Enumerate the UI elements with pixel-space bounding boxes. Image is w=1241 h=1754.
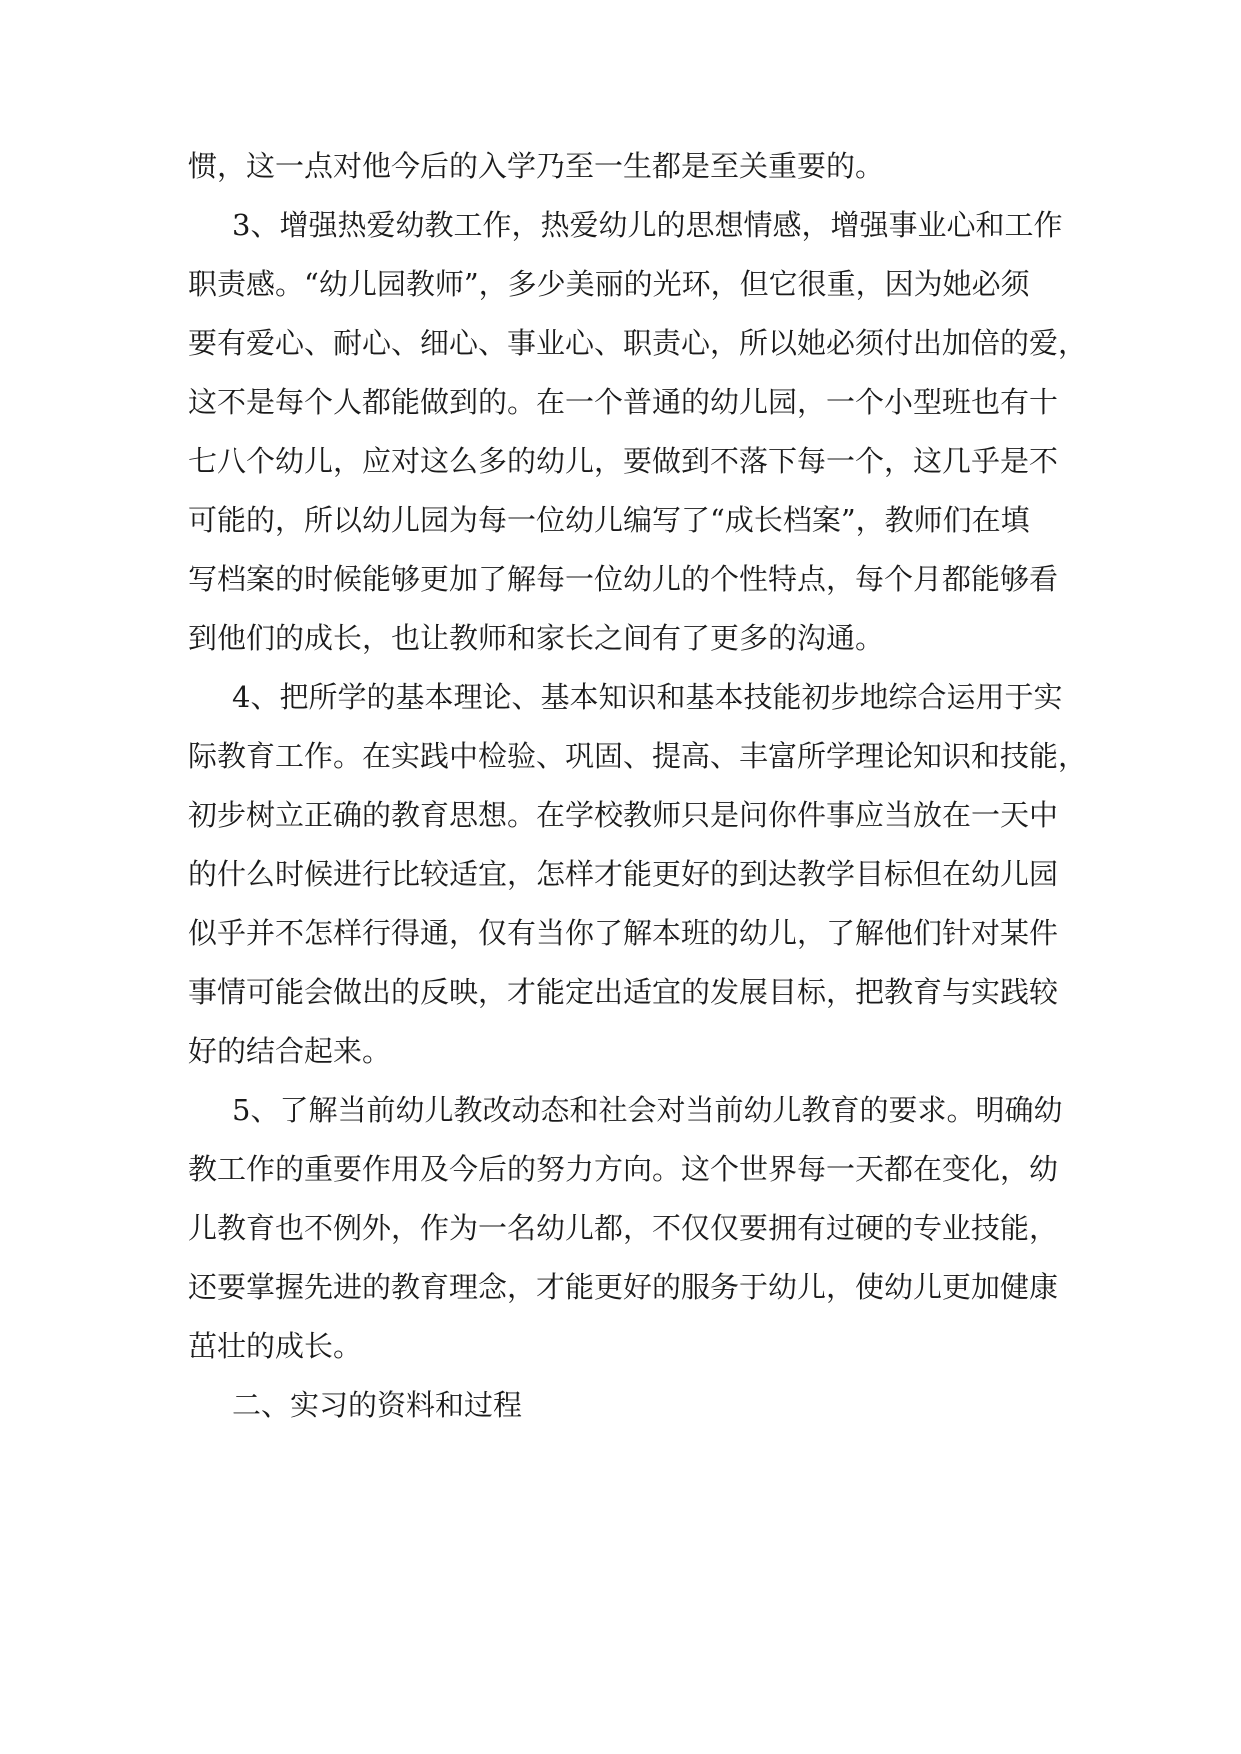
text-line: 教工作的重要作用及今后的努力方向。这个世界每一天都在变化，幼 — [188, 1152, 1059, 1186]
text-line: 还要掌握先进的教育理念，才能更好的服务于幼儿，使幼儿更加健康 — [188, 1270, 1059, 1304]
text-line: 儿教育也不例外，作为一名幼儿都，不仅仅要拥有过硬的专业技能， — [188, 1211, 1059, 1245]
text-line: 似乎并不怎样行得通，仅有当你了解本班的幼儿，了解他们针对某件 — [188, 916, 1059, 950]
paragraph-4-line: 4、把所学的基本理论、基本知识和基本技能初步地综合运用于实 — [232, 680, 1063, 714]
text-line: 际教育工作。在实践中检验、巩固、提高、丰富所学理论知识和技能， — [188, 739, 1088, 773]
text-line: 到他们的成长，也让教师和家长之间有了更多的沟通。 — [188, 621, 885, 655]
text-line: 七八个幼儿，应对这么多的幼儿，要做到不落下每一个，这几乎是不 — [188, 444, 1059, 478]
text-line: 要有爱心、耐心、细心、事业心、职责心，所以她必须付出加倍的爱， — [188, 326, 1088, 360]
paragraph-3-line: 3、增强热爱幼教工作，热爱幼儿的思想情感，增强事业心和工作 — [232, 208, 1063, 242]
text-line: 茁壮的成长。 — [188, 1329, 363, 1363]
text-line: 的什么时候进行比较适宜，怎样才能更好的到达教学目标但在幼儿园 — [188, 857, 1059, 891]
text-line: 初步树立正确的教育思想。在学校教师只是问你件事应当放在一天中 — [188, 798, 1059, 832]
text-line: 可能的，所以幼儿园为每一位幼儿编写了“成长档案”，教师们在填 — [188, 503, 1030, 537]
text-line: 惯，这一点对他今后的入学乃至一生都是至关重要的。 — [188, 149, 885, 183]
paragraph-5-line: 5、了解当前幼儿教改动态和社会对当前幼儿教育的要求。明确幼 — [232, 1093, 1063, 1127]
text-line: 这不是每个人都能做到的。在一个普通的幼儿园，一个小型班也有十 — [188, 385, 1059, 419]
text-line: 写档案的时候能够更加了解每一位幼儿的个性特点，每个月都能够看 — [188, 562, 1059, 596]
section-heading: 二、实习的资料和过程 — [232, 1388, 523, 1422]
text-line: 好的结合起来。 — [188, 1034, 392, 1068]
text-line: 职责感。“幼儿园教师”，多少美丽的光环，但它很重，因为她必须 — [188, 267, 1030, 301]
text-line: 事情可能会做出的反映，才能定出适宜的发展目标，把教育与实践较 — [188, 975, 1059, 1009]
